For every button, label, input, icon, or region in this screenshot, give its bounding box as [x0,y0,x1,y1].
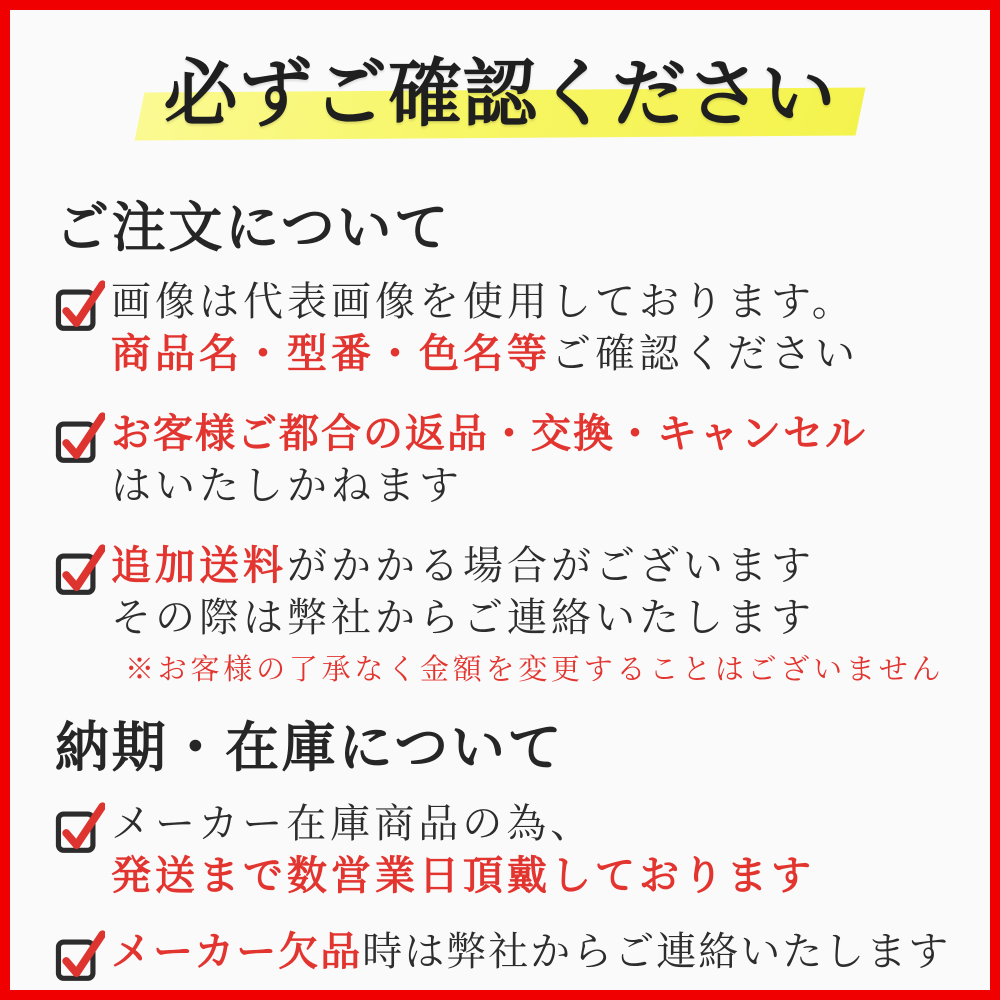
title-banner [10,46,990,154]
text-segment: はいたしかねます [111,462,463,509]
text-segment-red: 発送まで数営業日頂戴しております [111,851,815,899]
text-segment-red: 追加送料 [111,541,287,589]
checked-checkbox-icon [55,408,105,466]
section-stock-heading: 納期・在庫について [55,715,565,780]
item-line [111,542,950,590]
text-segment: その際は弊社からご連絡いたします [111,594,815,641]
text-segment-red: 商品名・型番・色名等 [111,329,551,377]
list-item-maker-outofstock [55,926,950,984]
checked-checkbox-icon [55,540,105,598]
checked-checkbox-icon [55,798,105,856]
item-line [111,800,950,848]
item-text [111,276,950,378]
text-segment: 時は弊社からご連絡いたします [362,928,951,975]
checked-checkbox-icon [55,276,105,334]
item-note: ※お客様の了承なく金額を変更することはございません [125,651,945,686]
list-item-no-returns [55,408,950,510]
page-title: 必ずご確認ください [163,51,837,137]
text-segment: がかかる場合がございます [287,542,815,589]
item-text [111,798,950,900]
item-line [111,852,950,900]
item-text [111,408,950,510]
text-segment-red: お客様ご都合の返品・交換・キャンセル [111,409,867,457]
list-item-representative-image [55,276,950,378]
list-item-extra-shipping [55,540,950,687]
item-text [111,540,950,687]
item-line [111,410,950,458]
checked-checkbox-icon [55,926,105,984]
text-segment: メーカー在庫商品の為、 [111,800,595,847]
item-line [111,278,950,326]
item-line [111,330,950,378]
item-text [111,926,950,976]
list-item-maker-stock [55,798,950,900]
notice-content [10,194,990,984]
text-segment: 画像は代表画像を使用しております。 [111,278,856,325]
item-line [111,462,950,510]
text-segment-red: メーカー欠品 [111,927,363,975]
item-line [111,594,950,642]
text-segment: ご確認ください [551,330,859,377]
item-line [111,928,950,976]
section-orders-heading: ご注文について [55,195,451,259]
